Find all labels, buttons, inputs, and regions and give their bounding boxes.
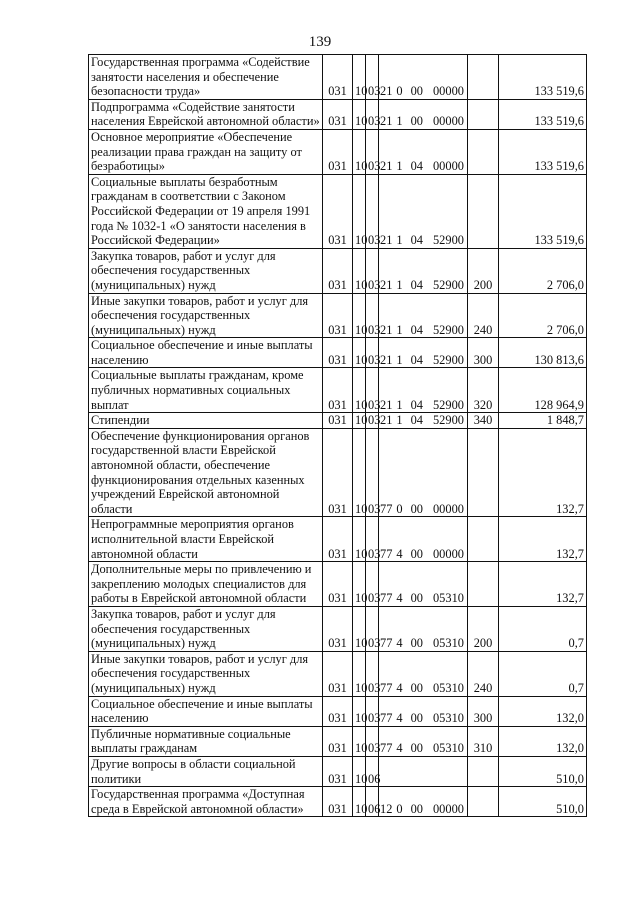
article-program: 21 — [380, 322, 393, 337]
amount-cell: 133 519,6 — [499, 129, 587, 174]
section-code-cell: 10 — [353, 787, 366, 817]
article-program: 12 — [380, 801, 393, 816]
article-main-activity: 00 — [410, 741, 423, 756]
target-article-cell — [379, 129, 468, 174]
expense-type-cell: 300 — [468, 338, 499, 368]
section-code-cell: 10 — [353, 129, 366, 174]
table-row — [89, 651, 587, 696]
article-program: 77 — [380, 680, 393, 695]
expense-type-cell — [468, 517, 499, 562]
subsection-code-cell: 03 — [366, 174, 379, 248]
article-main-activity: 04 — [410, 233, 423, 248]
article-main-activity: 00 — [410, 711, 423, 726]
ministry-code-cell: 031 — [323, 368, 353, 413]
article-main-activity: 04 — [410, 277, 423, 292]
amount-cell: 132,7 — [499, 562, 587, 607]
article-program: 21 — [380, 159, 393, 174]
article-subprogram: 4 — [396, 711, 403, 726]
amount-cell: 132,0 — [499, 696, 587, 726]
article-subprogram: 1 — [396, 277, 403, 292]
ministry-code-cell: 031 — [323, 248, 353, 293]
article-main-activity: 04 — [410, 322, 423, 337]
amount-cell: 128 964,9 — [499, 368, 587, 413]
ministry-code-cell: 031 — [323, 696, 353, 726]
article-program: 21 — [380, 233, 393, 248]
subsection-code-cell: 03 — [366, 726, 379, 756]
article-program: 21 — [380, 397, 393, 412]
article-direction: 05310 — [432, 636, 464, 651]
amount-cell: 132,0 — [499, 726, 587, 756]
subsection-code-cell: 03 — [366, 562, 379, 607]
article-main-activity: 00 — [410, 591, 423, 606]
article-main-activity: 00 — [410, 801, 423, 816]
ministry-code-cell: 031 — [323, 55, 353, 100]
row-name-cell: Социальные выплаты гражданам, кроме публичных нормативных социальных выплат — [89, 368, 323, 413]
expense-type-cell — [468, 787, 499, 817]
article-subprogram: 4 — [396, 741, 403, 756]
article-main-activity: 00 — [410, 84, 423, 99]
subsection-code-cell: 06 — [366, 787, 379, 817]
expense-type-cell: 320 — [468, 368, 499, 413]
target-article-cell — [379, 174, 468, 248]
article-subprogram: 1 — [396, 114, 403, 129]
table-row — [89, 787, 587, 817]
target-article-cell — [379, 338, 468, 368]
row-name-cell: Закупка товаров, работ и услуг для обеспечения государственных (муниципальных) нужд — [89, 248, 323, 293]
table-row — [89, 696, 587, 726]
target-article-cell — [379, 428, 468, 517]
article-program: 21 — [380, 277, 393, 292]
amount-cell: 133 519,6 — [499, 174, 587, 248]
article-main-activity: 00 — [410, 680, 423, 695]
section-code-cell: 10 — [353, 338, 366, 368]
row-name-cell: Подпрограмма «Содействие занятости населения Еврейской автономной области» — [89, 99, 323, 129]
table-row — [89, 99, 587, 129]
expense-type-cell: 310 — [468, 726, 499, 756]
article-subprogram: 1 — [396, 413, 403, 428]
article-program: 77 — [380, 711, 393, 726]
row-name-cell: Публичные нормативные социальные выплаты гражданам — [89, 726, 323, 756]
amount-cell: 510,0 — [499, 787, 587, 817]
expense-type-cell — [468, 562, 499, 607]
ministry-code-cell: 031 — [323, 174, 353, 248]
subsection-code-cell: 03 — [366, 99, 379, 129]
table-row — [89, 413, 587, 429]
article-direction: 52900 — [432, 322, 464, 337]
row-name-cell: Государственная программа «Содействие занятости населения и обеспечение безопасности труда» — [89, 55, 323, 100]
section-code-cell: 10 — [353, 562, 366, 607]
subsection-code-cell: 03 — [366, 517, 379, 562]
subsection-code-cell: 03 — [366, 368, 379, 413]
target-article-cell — [379, 517, 468, 562]
target-article-cell — [379, 787, 468, 817]
target-article-cell — [379, 562, 468, 607]
section-code-cell: 10 — [353, 756, 366, 786]
expense-type-cell — [468, 55, 499, 100]
expense-type-cell: 340 — [468, 413, 499, 429]
section-code-cell: 10 — [353, 517, 366, 562]
subsection-code-cell: 03 — [366, 129, 379, 174]
target-article-cell — [379, 55, 468, 100]
section-code-cell: 10 — [353, 174, 366, 248]
article-direction: 52900 — [432, 397, 464, 412]
ministry-code-cell: 031 — [323, 726, 353, 756]
ministry-code-cell: 031 — [323, 606, 353, 651]
row-name-cell: Обеспечение функционирования органов государственной власти Еврейской автономной области, обеспечение функционирования отдельных казенных учреждений Еврейской автономной области — [89, 428, 323, 517]
article-program: 21 — [380, 413, 393, 428]
table-row — [89, 293, 587, 338]
expense-type-cell — [468, 174, 499, 248]
article-direction: 00000 — [432, 801, 464, 816]
subsection-code-cell: 06 — [366, 756, 379, 786]
section-code-cell: 10 — [353, 99, 366, 129]
table-row — [89, 248, 587, 293]
row-name-cell: Иные закупки товаров, работ и услуг для обеспечения государственных (муниципальных) нужд — [89, 293, 323, 338]
article-direction: 00000 — [432, 84, 464, 99]
ministry-code-cell: 031 — [323, 338, 353, 368]
amount-cell: 132,7 — [499, 517, 587, 562]
amount-cell: 510,0 — [499, 756, 587, 786]
subsection-code-cell: 03 — [366, 248, 379, 293]
subsection-code-cell: 03 — [366, 413, 379, 429]
expense-type-cell — [468, 99, 499, 129]
subsection-code-cell: 03 — [366, 55, 379, 100]
article-direction: 00000 — [432, 159, 464, 174]
row-name-cell: Иные закупки товаров, работ и услуг для обеспечения государственных (муниципальных) нужд — [89, 651, 323, 696]
ministry-code-cell: 031 — [323, 293, 353, 338]
article-direction: 52900 — [432, 277, 464, 292]
row-name-cell: Социальные выплаты безработным гражданам в соответствии с Законом Российской Федерации от 19 апреля 1991 года № 1032-1 «О занятости населения в Российской Федерации» — [89, 174, 323, 248]
expense-type-cell — [468, 129, 499, 174]
table-row — [89, 726, 587, 756]
ministry-code-cell: 031 — [323, 756, 353, 786]
article-program: 77 — [380, 591, 393, 606]
table-row — [89, 606, 587, 651]
amount-cell: 2 706,0 — [499, 248, 587, 293]
article-subprogram: 4 — [396, 636, 403, 651]
table-row — [89, 338, 587, 368]
expense-type-cell — [468, 428, 499, 517]
section-code-cell: 10 — [353, 606, 366, 651]
row-name-cell: Непрограммные мероприятия органов исполнительной власти Еврейской автономной области — [89, 517, 323, 562]
article-subprogram: 4 — [396, 546, 403, 561]
amount-cell: 133 519,6 — [499, 55, 587, 100]
target-article-cell — [379, 756, 468, 786]
article-program: 77 — [380, 501, 393, 516]
article-program: 77 — [380, 546, 393, 561]
amount-cell: 133 519,6 — [499, 99, 587, 129]
target-article-cell — [379, 726, 468, 756]
ministry-code-cell: 031 — [323, 517, 353, 562]
ministry-code-cell: 031 — [323, 99, 353, 129]
expense-type-cell: 300 — [468, 696, 499, 726]
section-code-cell: 10 — [353, 726, 366, 756]
budget-table — [88, 54, 587, 817]
article-program: 21 — [380, 84, 393, 99]
table-row — [89, 368, 587, 413]
article-main-activity: 00 — [410, 114, 423, 129]
article-direction: 00000 — [432, 501, 464, 516]
article-program: 21 — [380, 352, 393, 367]
subsection-code-cell: 03 — [366, 651, 379, 696]
article-subprogram: 4 — [396, 591, 403, 606]
section-code-cell: 10 — [353, 55, 366, 100]
section-code-cell: 10 — [353, 696, 366, 726]
ministry-code-cell: 031 — [323, 562, 353, 607]
article-subprogram: 4 — [396, 680, 403, 695]
target-article-cell — [379, 368, 468, 413]
article-subprogram: 1 — [396, 397, 403, 412]
table-row — [89, 129, 587, 174]
target-article-cell — [379, 99, 468, 129]
row-name-cell: Социальное обеспечение и иные выплаты населению — [89, 696, 323, 726]
row-name-cell: Закупка товаров, работ и услуг для обеспечения государственных (муниципальных) нужд — [89, 606, 323, 651]
article-main-activity: 04 — [410, 159, 423, 174]
row-name-cell: Основное мероприятие «Обеспечение реализации права граждан на защиту от безработицы» — [89, 129, 323, 174]
table-row — [89, 562, 587, 607]
table-row — [89, 174, 587, 248]
article-direction: 52900 — [432, 233, 464, 248]
table-row — [89, 428, 587, 517]
ministry-code-cell: 031 — [323, 651, 353, 696]
table-row — [89, 756, 587, 786]
subsection-code-cell: 03 — [366, 428, 379, 517]
amount-cell: 0,7 — [499, 651, 587, 696]
row-name-cell: Другие вопросы в области социальной политики — [89, 756, 323, 786]
target-article-cell — [379, 248, 468, 293]
amount-cell: 132,7 — [499, 428, 587, 517]
section-code-cell: 10 — [353, 368, 366, 413]
section-code-cell: 10 — [353, 651, 366, 696]
page-number: 139 — [308, 34, 332, 50]
row-name-cell: Государственная программа «Доступная среда в Еврейской автономной области» — [89, 787, 323, 817]
section-code-cell: 10 — [353, 413, 366, 429]
row-name-cell: Социальное обеспечение и иные выплаты населению — [89, 338, 323, 368]
article-program: 21 — [380, 114, 393, 129]
amount-cell: 1 848,7 — [499, 413, 587, 429]
article-direction: 52900 — [432, 413, 464, 428]
article-main-activity: 00 — [410, 546, 423, 561]
subsection-code-cell: 03 — [366, 338, 379, 368]
article-main-activity: 04 — [410, 413, 423, 428]
target-article-cell — [379, 696, 468, 726]
article-main-activity: 00 — [410, 636, 423, 651]
section-code-cell: 10 — [353, 428, 366, 517]
article-direction: 00000 — [432, 546, 464, 561]
amount-cell: 130 813,6 — [499, 338, 587, 368]
ministry-code-cell: 031 — [323, 428, 353, 517]
article-subprogram: 1 — [396, 233, 403, 248]
article-direction: 05310 — [432, 680, 464, 695]
table-row — [89, 517, 587, 562]
expense-type-cell: 200 — [468, 248, 499, 293]
target-article-cell — [379, 293, 468, 338]
expense-type-cell: 200 — [468, 606, 499, 651]
article-subprogram: 1 — [396, 322, 403, 337]
article-direction: 00000 — [432, 114, 464, 129]
expense-type-cell: 240 — [468, 651, 499, 696]
article-direction: 52900 — [432, 352, 464, 367]
row-name-cell: Дополнительные меры по привлечению и закреплению молодых специалистов для работы в Еврейской автономной области — [89, 562, 323, 607]
table-row — [89, 55, 587, 100]
subsection-code-cell: 03 — [366, 293, 379, 338]
section-code-cell: 10 — [353, 293, 366, 338]
article-main-activity: 04 — [410, 352, 423, 367]
ministry-code-cell: 031 — [323, 129, 353, 174]
ministry-code-cell: 031 — [323, 413, 353, 429]
article-main-activity: 04 — [410, 397, 423, 412]
subsection-code-cell: 03 — [366, 696, 379, 726]
target-article-cell — [379, 606, 468, 651]
article-main-activity: 00 — [410, 501, 423, 516]
expense-type-cell — [468, 756, 499, 786]
article-program: 77 — [380, 636, 393, 651]
ministry-code-cell: 031 — [323, 787, 353, 817]
row-name-cell: Стипендии — [89, 413, 323, 429]
amount-cell: 2 706,0 — [499, 293, 587, 338]
target-article-cell — [379, 413, 468, 429]
article-subprogram: 1 — [396, 352, 403, 367]
article-subprogram: 1 — [396, 159, 403, 174]
amount-cell: 0,7 — [499, 606, 587, 651]
article-program: 77 — [380, 741, 393, 756]
section-code-cell: 10 — [353, 248, 366, 293]
article-direction: 05310 — [432, 591, 464, 606]
article-subprogram: 0 — [396, 801, 403, 816]
target-article-cell — [379, 651, 468, 696]
article-subprogram: 0 — [396, 84, 403, 99]
article-direction: 05310 — [432, 741, 464, 756]
article-subprogram: 0 — [396, 501, 403, 516]
article-direction: 05310 — [432, 711, 464, 726]
subsection-code-cell: 03 — [366, 606, 379, 651]
expense-type-cell: 240 — [468, 293, 499, 338]
